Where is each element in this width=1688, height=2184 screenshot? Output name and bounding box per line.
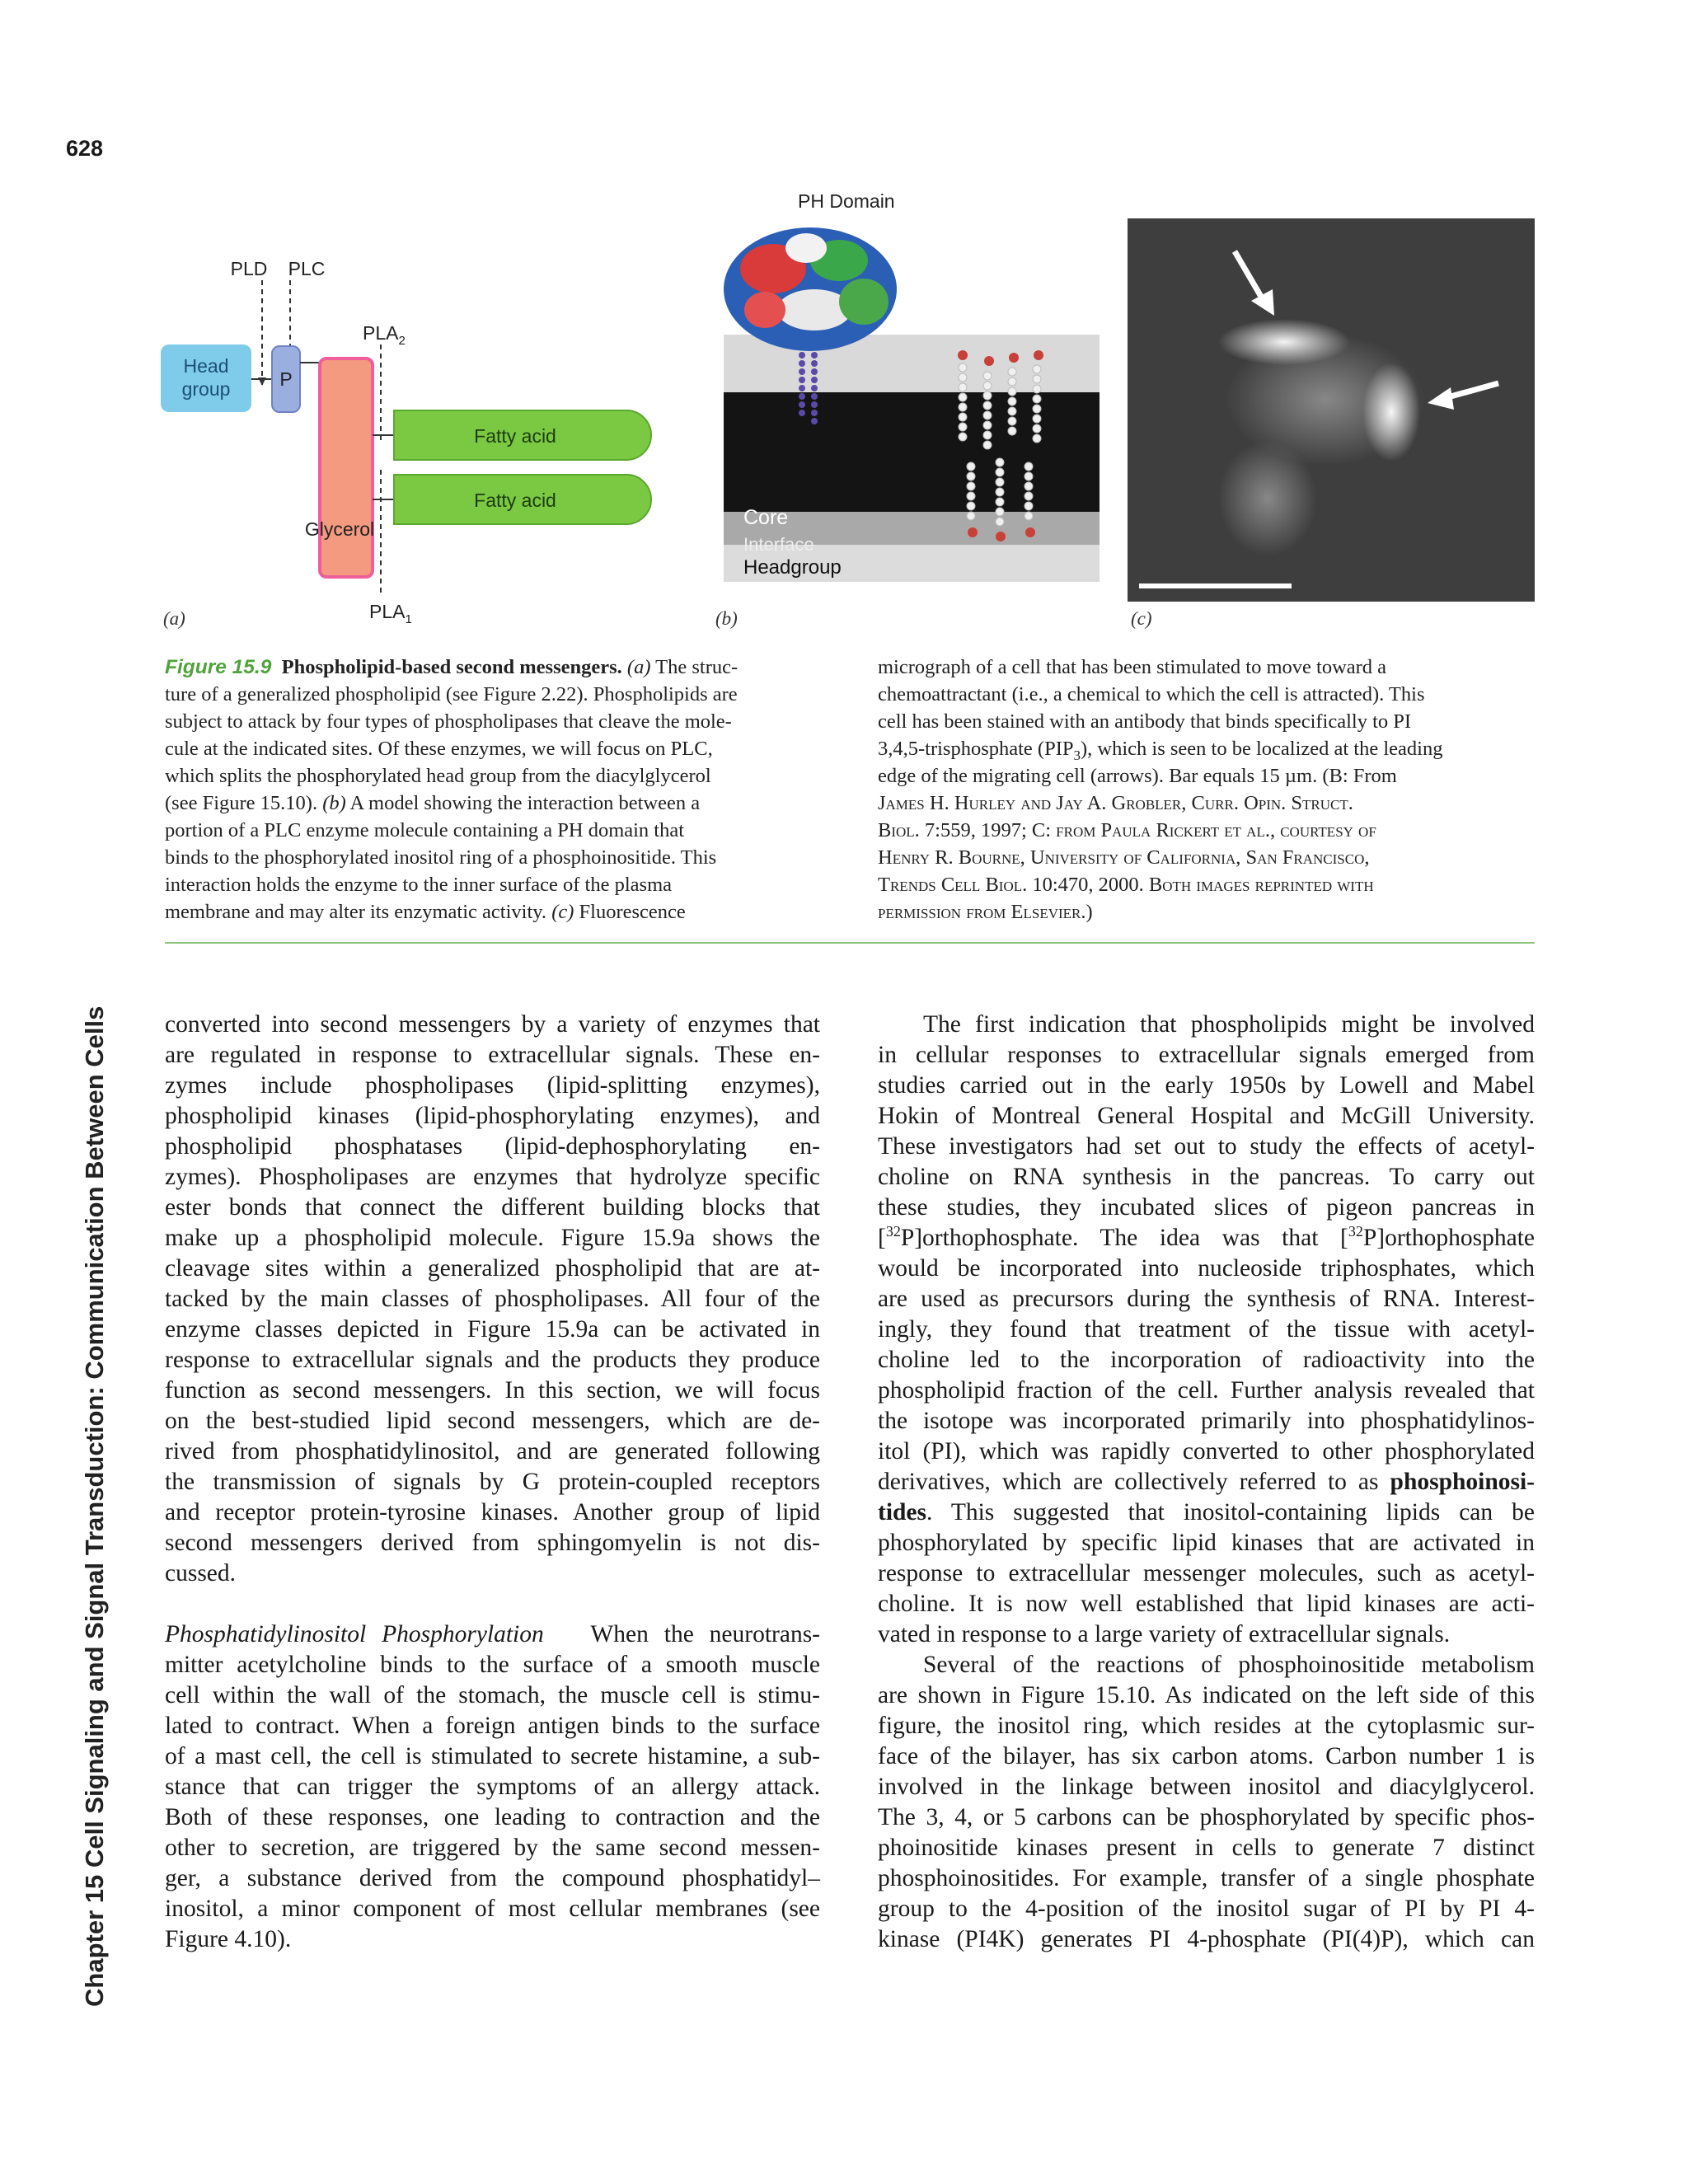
body-line: choline on RNA synthesis in the pancreas. To carry out <box>878 1164 1535 1190</box>
body-line: zymes). Phospholipases are enzymes that hydrolyze specific <box>165 1164 820 1190</box>
panel-a-letter: (a) <box>163 608 185 629</box>
caption-text: The struc- <box>655 656 738 678</box>
caption-line: which splits the phosphorylated head group from the diacylglycerol <box>165 765 711 787</box>
body-line: in cellular responses to extracellular signals emerged from <box>878 1042 1535 1068</box>
figure-caption-left <box>165 654 791 926</box>
body-line: Figure 4.10). <box>165 1926 292 1952</box>
body-line: Both of these responses, one leading to contraction and the <box>165 1804 820 1830</box>
fluorescence-micrograph <box>1128 218 1535 602</box>
caption-line: portion of a PLC enzyme molecule containing a PH domain that <box>165 819 685 841</box>
body-line: ingly, they found that treatment of the tissue with acetyl- <box>878 1316 1535 1343</box>
figure-panel-b <box>715 186 1137 607</box>
body-line: kinase (PI4K) generates PI 4-phosphate (PI(4)P), which can <box>878 1926 1535 1952</box>
key-term: tides <box>878 1499 926 1526</box>
caption-credit-line: James H. Hurley and Jay A. Grobler, Curr. Opin. Struct. <box>878 792 1353 814</box>
head-group-label-1: Head <box>183 355 229 377</box>
paragraph <box>878 1254 1535 1467</box>
caption-line: (see Figure 15.10). (b) A model showing the interaction between a <box>165 792 701 814</box>
caption-line: cule at the indicated sites. Of these enzymes, we will focus on PLC, <box>165 738 713 760</box>
caption-credit-line: Biol. 7:559, 1997; C: from Paula Rickert et al., courtesy of <box>878 819 1376 841</box>
fatty-acid-2-label: Fatty acid <box>474 490 556 511</box>
body-line: involved in the linkage between inositol and diacylglycerol. <box>878 1774 1535 1800</box>
body-line: response to extracellular messenger molecules, such as acetyl- <box>878 1560 1535 1586</box>
caption-line: ture of a generalized phospholipid (see Figure 2.22). Phospholipids are <box>165 683 738 705</box>
paragraph <box>165 1010 820 1558</box>
caption-line: membrane and may alter its enzymatic activity. (c) Fluorescence <box>165 901 686 923</box>
headgroup-label: Headgroup <box>743 556 842 579</box>
caption-line: cell has been stained with an antibody that binds specifically to PI <box>878 710 1412 733</box>
key-term: phosphoinosi- <box>1390 1469 1535 1495</box>
body-line: The 3, 4, or 5 carbons can be phosphorylated by specific phos- <box>878 1804 1535 1830</box>
page-number: 628 <box>66 136 104 161</box>
body-line: group to the 4-position of the inositol sugar of PI by PI 4- <box>878 1896 1535 1922</box>
body-line: phospholipid fraction of the cell. Further analysis revealed that <box>878 1377 1535 1404</box>
body-line: the isotope was incorporated primarily into phosphatidylinos- <box>878 1408 1535 1434</box>
body-line: are shown in Figure 15.10. As indicated on the left side of this <box>878 1682 1535 1708</box>
paragraph <box>165 1650 820 1924</box>
body-line: cussed. <box>165 1560 237 1586</box>
caption-line: 3,4,5-trisphosphate $(PIP_3)$, which is seen to be localized at the leading <box>878 738 1443 763</box>
ph-domain-model <box>715 186 1137 607</box>
caption-divider <box>165 942 1535 944</box>
caption-credit-line: Henry R. Bourne, University of California, San Francisco, <box>878 846 1370 869</box>
body-line: cell within the wall of the stomach, the muscle cell is stimu- <box>165 1682 820 1708</box>
caption-ref-a: (a) <box>626 656 651 678</box>
body-line: enzyme classes depicted in Figure 15.9a can be activated in <box>165 1316 820 1343</box>
body-line: cleavage sites within a generalized phospholipid that are at- <box>165 1255 820 1282</box>
figure-caption-right <box>878 654 1537 926</box>
body-line: phoinositide kinases present in cells to generate 7 distinct <box>878 1835 1535 1861</box>
paragraph <box>878 1040 1535 1223</box>
body-line: zymes include phospholipases (lipid-splitting enzymes), <box>165 1072 820 1099</box>
glycerol-label: Glycerol <box>304 518 375 540</box>
body-line: phospholipid kinases (lipid-phosphorylating enzymes), and <box>165 1103 820 1129</box>
body-line: rived from phosphatidylinositol, and are generated following <box>165 1438 820 1465</box>
body-line: converted into second messengers by a variety of enzymes that <box>165 1011 820 1038</box>
pld-label: PLD <box>230 258 268 279</box>
ph-domain-title: PH Domain <box>798 190 895 212</box>
core-layer <box>724 392 1100 512</box>
body-line: inositol, a minor component of most cellular membranes (see <box>165 1896 820 1922</box>
body-line: Hokin of Montreal General Hospital and McGill University. <box>878 1103 1535 1129</box>
body-line: would be incorporated into nucleoside triphosphates, which <box>878 1255 1535 1282</box>
body-line: phosphorylated by specific lipid kinases that are activated in <box>878 1530 1535 1556</box>
body-column-right <box>878 1010 1535 1955</box>
body-line: itol (PI), which was rapidly converted to other phosphorylated <box>878 1438 1535 1465</box>
core-label: Core <box>743 506 789 529</box>
phospholipid-diagram <box>157 247 684 626</box>
caption-credit-line: Trends Cell Biol. 10:470, 2000. Both images reprinted with <box>878 874 1374 896</box>
body-line: vated in response to a large variety of extracellular signals. <box>878 1621 1451 1647</box>
body-line: on the best-studied lipid second messengers, which are de- <box>165 1408 820 1434</box>
plc-label: PLC <box>288 258 326 279</box>
body-line: studies carried out in the early 1950s by Lowell and Mabel <box>878 1072 1535 1099</box>
caption-line: edge of the migrating cell (arrows). Bar equals 15 µm. (B: From <box>878 765 1397 787</box>
body-line: mitter acetylcholine binds to the surface of a smooth muscle <box>165 1652 820 1678</box>
body-line: are used as precursors during the synthesis of RNA. Interest- <box>878 1286 1535 1312</box>
panel-b-letter: (b) <box>715 608 738 629</box>
body-line: stance that can trigger the symptoms of an allergy attack. <box>165 1774 820 1800</box>
body-line: derivatives, which are collectively referred to as phosphoinosi- <box>878 1469 1535 1495</box>
body-line: response to extracellular signals and the products they produce <box>165 1347 820 1373</box>
fatty-acid-1-label: Fatty acid <box>474 425 556 447</box>
figure-panel-c <box>1128 218 1535 602</box>
leading-edge-signal <box>1218 319 1350 365</box>
body-line: phospholipid phosphatases (lipid-dephosphorylating en- <box>165 1133 820 1160</box>
body-line: These investigators had set out to study the effects of acetyl- <box>878 1133 1535 1160</box>
caption-line: binds to the phosphorylated inositol ring of a phosphoinositide. This <box>165 846 717 869</box>
body-line: tacked by the main classes of phospholipases. All four of the <box>165 1286 820 1312</box>
figure-panel-a <box>157 247 684 626</box>
body-line: figure, the inositol ring, which resides at the cytoplasmic sur- <box>878 1713 1535 1739</box>
body-column-left <box>165 1010 820 1955</box>
panel-c-letter: (c) <box>1131 608 1152 629</box>
body-line: function as second messengers. In this section, we will focus <box>165 1377 820 1404</box>
scale-bar <box>1139 583 1292 588</box>
body-line: choline led to the incorporation of radioactivity into the <box>878 1347 1535 1373</box>
body-line: phosphoinositides. For example, transfer of a single phosphate <box>878 1865 1535 1891</box>
body-line: of a mast cell, the cell is stimulated to secrete histamine, a sub- <box>165 1743 820 1769</box>
phosphate-label: P <box>279 368 293 390</box>
caption-line: micrograph of a cell that has been stimulated to move toward a <box>878 656 1387 678</box>
body-line: Several of the reactions of phosphoinositide metabolism <box>923 1652 1535 1678</box>
section-heading-line: Phosphatidylinositol Phosphorylation When the neurotrans- <box>165 1621 821 1647</box>
body-line: other to secretion, are triggered by the same second messen- <box>165 1835 820 1861</box>
body-line: the transmission of signals by G protein-coupled receptors <box>165 1469 820 1495</box>
body-line: tides. This suggested that inositol-containing lipids can be <box>878 1499 1535 1526</box>
caption-credit-line: permission from Elsevier.) <box>878 901 1093 923</box>
body-line: [$^{32}$P]orthophosphate. The idea was that [$^{32}$P]orthophosphate <box>878 1223 1535 1251</box>
body-line: ester bonds that connect the different building blocks that <box>165 1194 820 1221</box>
body-line: second messengers derived from sphingomyelin is not dis- <box>165 1530 820 1556</box>
figure-title: Phospholipid-based second messengers. <box>281 656 622 678</box>
body-line: face of the bilayer, has six carbon atoms. Carbon number 1 is <box>878 1743 1535 1769</box>
section-heading: Phosphatidylinositol Phosphorylation <box>165 1621 544 1647</box>
body-line: make up a phospholipid molecule. Figure 15.9a shows the <box>165 1225 820 1251</box>
figure-label: Figure 15.9 <box>165 656 272 678</box>
glycerol-box <box>320 359 373 577</box>
pla1-label: $PLA_1$ <box>369 601 412 626</box>
caption-line: chemoattractant (i.e., a chemical to which the cell is attracted). This <box>878 683 1425 705</box>
body-line: The first indication that phospholipids might be involved <box>923 1011 1535 1038</box>
paragraph <box>878 1680 1535 1955</box>
caption-line: interaction holds the enzyme to the inner surface of the plasma <box>165 874 673 896</box>
body-line: and receptor protein-tyrosine kinases. Another group of lipid <box>165 1499 820 1526</box>
body-line: ger, a substance derived from the compound phosphatidyl– <box>165 1865 820 1891</box>
body-line: choline. It is now well established that lipid kinases are acti- <box>878 1591 1535 1617</box>
ph-domain-surface <box>724 227 897 351</box>
interface-label: Interface <box>743 534 814 555</box>
caption-line: subject to attack by four types of phospholipases that cleave the mole- <box>165 710 732 733</box>
pla2-label: $PLA_2$ <box>363 322 406 348</box>
head-group-label-2: group <box>181 378 231 400</box>
body-line: are regulated in response to extracellular signals. These en- <box>165 1042 820 1068</box>
running-head: Chapter 15 Cell Signaling and Signal Transduction: Communication Between Cells <box>80 1005 109 2007</box>
paragraph <box>878 1528 1535 1619</box>
body-line: lated to contract. When a foreign antigen binds to the surface <box>165 1713 820 1739</box>
body-line: these studies, they incubated slices of pigeon pancreas in <box>878 1194 1535 1221</box>
